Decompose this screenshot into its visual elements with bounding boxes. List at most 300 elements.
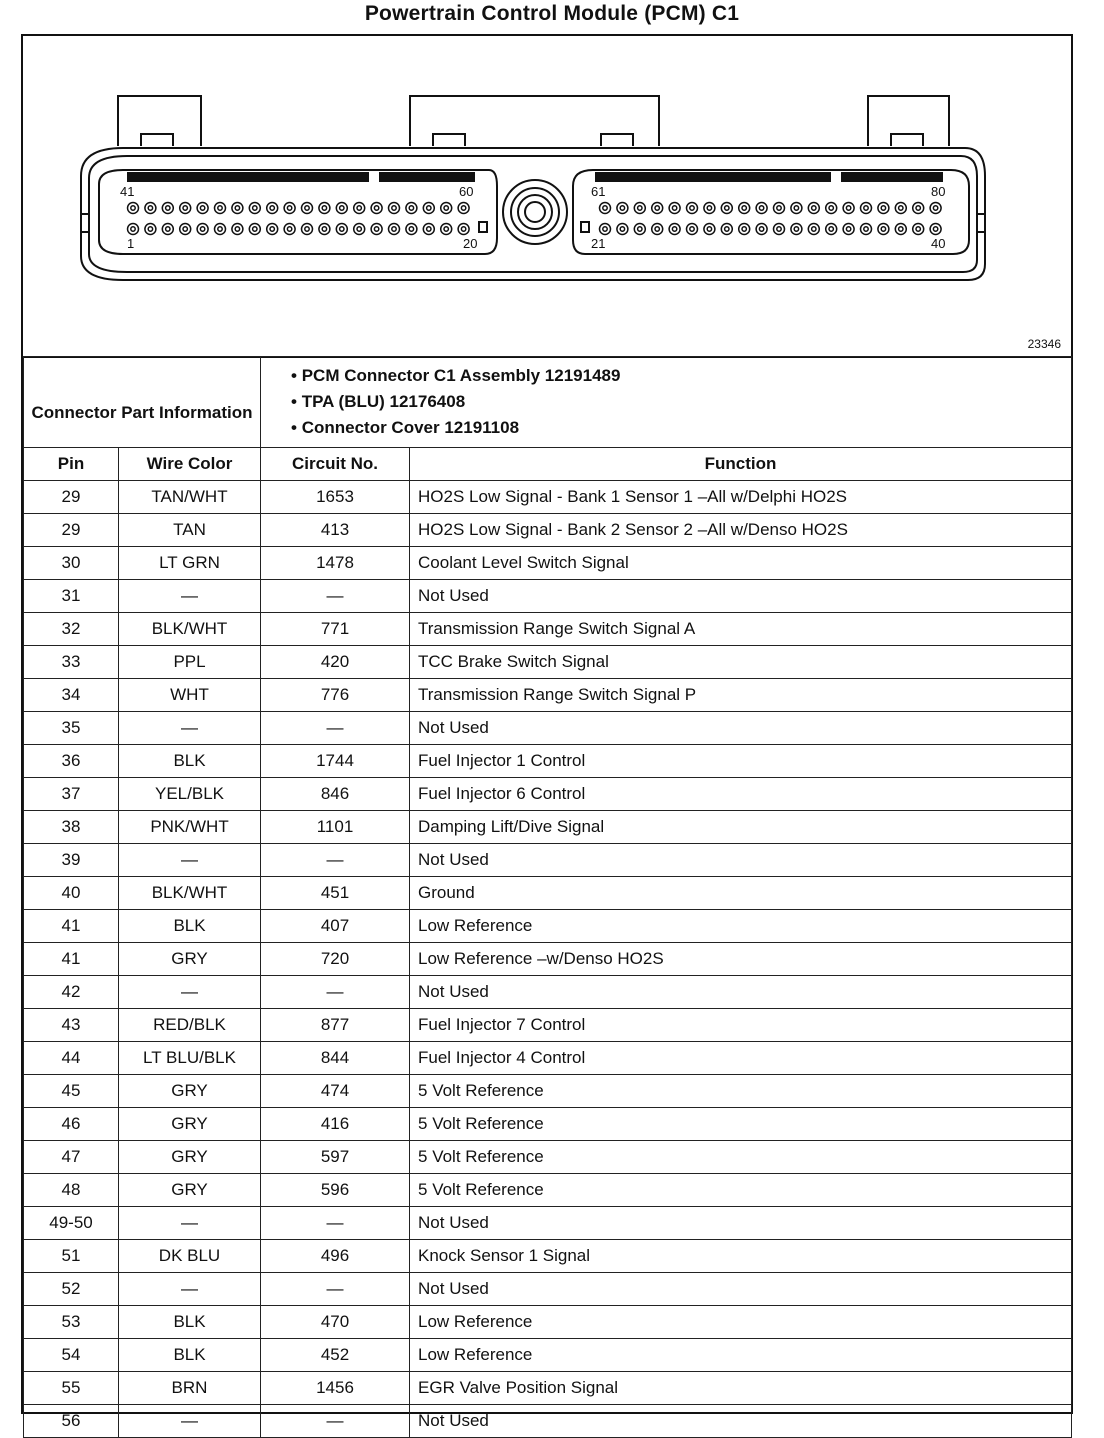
pin-hole (232, 203, 243, 214)
pin-hole-center (392, 206, 396, 210)
table-row (24, 910, 1072, 943)
pin-cell: 29 (24, 481, 119, 514)
pin-hole (302, 203, 313, 214)
wire-color-cell: TAN/WHT (119, 481, 261, 514)
pin-hole-center (444, 227, 448, 231)
pin-hole (808, 203, 819, 214)
table-row (24, 1174, 1072, 1207)
table-row (24, 877, 1072, 910)
pin-cell: 32 (24, 613, 119, 646)
pin-hole (739, 203, 750, 214)
pin-hole (458, 203, 469, 214)
pin-hole (617, 203, 628, 214)
pin-cell: 49-50 (24, 1207, 119, 1240)
pin-hole (774, 203, 785, 214)
pin-hole-center (392, 227, 396, 231)
pin-hole-center (166, 227, 170, 231)
pin-hole-center (322, 206, 326, 210)
pin-hole (774, 224, 785, 235)
pin-cell: 41 (24, 910, 119, 943)
table-row (24, 745, 1072, 778)
pin-hole (302, 224, 313, 235)
circuit-number-cell: 420 (261, 646, 410, 679)
pin-hole (406, 203, 417, 214)
pin-hole-center (881, 227, 885, 231)
pin-hole-center (357, 227, 361, 231)
pin-hole-center (131, 206, 135, 210)
pin-hole-center (427, 206, 431, 210)
pin-hole-center (374, 206, 378, 210)
table-row (24, 580, 1072, 613)
pin-hole-center (305, 227, 309, 231)
pin-hole-center (253, 206, 257, 210)
wire-color-cell: — (119, 1273, 261, 1306)
pin-hole (878, 224, 889, 235)
pin-hole-center (131, 227, 135, 231)
pin-cell: 38 (24, 811, 119, 844)
pin-hole (721, 224, 732, 235)
pin-label-80: 80 (931, 184, 946, 199)
pin-hole (249, 203, 260, 214)
table-row (24, 646, 1072, 679)
circuit-number-cell: 452 (261, 1339, 410, 1372)
pin-hole-center (287, 227, 291, 231)
connector-part-info-label: Connector Part Information (24, 357, 261, 448)
pin-cell: 54 (24, 1339, 119, 1372)
pin-hole (669, 224, 680, 235)
table-row (24, 712, 1072, 745)
pin-hole (215, 224, 226, 235)
pin-cell: 39 (24, 844, 119, 877)
pin-hole-center (340, 206, 344, 210)
function-cell: Fuel Injector 6 Control (410, 778, 1072, 811)
wire-color-cell: DK BLU (119, 1240, 261, 1273)
circuit-number-cell: 771 (261, 613, 410, 646)
table-row (24, 778, 1072, 811)
table-row (24, 1207, 1072, 1240)
pin-cell: 48 (24, 1174, 119, 1207)
pin-hole-center (812, 206, 816, 210)
connector-diagram (23, 36, 1071, 356)
pin-hole (687, 224, 698, 235)
circuit-number-cell: 451 (261, 877, 410, 910)
function-cell: Coolant Level Switch Signal (410, 547, 1072, 580)
circuit-number-cell: 416 (261, 1108, 410, 1141)
pin-hole (319, 203, 330, 214)
wire-color-cell: PPL (119, 646, 261, 679)
pin-hole-center (759, 206, 763, 210)
pin-hole (441, 224, 452, 235)
pin-hole (267, 224, 278, 235)
table-row (24, 844, 1072, 877)
pin-cell: 31 (24, 580, 119, 613)
wire-color-cell: GRY (119, 1174, 261, 1207)
pin-hole (128, 203, 139, 214)
pin-hole (913, 224, 924, 235)
circuit-number-cell: — (261, 1207, 410, 1240)
pin-hole (371, 203, 382, 214)
pin-label-40: 40 (931, 236, 946, 251)
pin-hole (895, 203, 906, 214)
function-cell: Fuel Injector 4 Control (410, 1042, 1072, 1075)
pin-hole-center (933, 227, 937, 231)
table-row (24, 1240, 1072, 1273)
circuit-number-cell: — (261, 844, 410, 877)
circuit-number-cell: 776 (261, 679, 410, 712)
connector-info-row (24, 357, 1072, 448)
function-cell: Not Used (410, 1207, 1072, 1240)
wire-color-cell: YEL/BLK (119, 778, 261, 811)
pin-hole-center (777, 227, 781, 231)
wire-color-cell: BLK (119, 910, 261, 943)
table-row (24, 1273, 1072, 1306)
pin-hole-center (270, 206, 274, 210)
pin-cell: 37 (24, 778, 119, 811)
wire-color-cell: BLK (119, 745, 261, 778)
pin-hole-center (638, 206, 642, 210)
pin-hole-center (603, 206, 607, 210)
function-cell: Fuel Injector 1 Control (410, 745, 1072, 778)
circuit-number-cell: 1478 (261, 547, 410, 580)
pin-hole-center (690, 206, 694, 210)
connector-part-item: • Connector Cover 12191108 (291, 418, 520, 437)
pin-hole-center (620, 206, 624, 210)
page-title: Powertrain Control Module (PCM) C1 (364, 2, 740, 25)
pin-hole (600, 224, 611, 235)
document-frame (21, 34, 1073, 1430)
circuit-number-cell: 1456 (261, 1372, 410, 1405)
circuit-number-cell: — (261, 1405, 410, 1438)
connector-diagram-area (23, 36, 1071, 358)
pin-hole (652, 224, 663, 235)
pin-hole-center (620, 227, 624, 231)
pin-hole (319, 224, 330, 235)
table-row (24, 1042, 1072, 1075)
pin-hole (756, 203, 767, 214)
pin-hole (721, 203, 732, 214)
wire-color-cell: GRY (119, 1108, 261, 1141)
pin-hole-center (672, 227, 676, 231)
pin-hole (371, 224, 382, 235)
circuit-number-cell: 1653 (261, 481, 410, 514)
circuit-number-cell: 407 (261, 910, 410, 943)
circuit-number-cell: 1744 (261, 745, 410, 778)
pin-hole (162, 224, 173, 235)
pin-hole (128, 224, 139, 235)
function-cell: 5 Volt Reference (410, 1108, 1072, 1141)
pin-hole-center (899, 227, 903, 231)
pin-hole (458, 224, 469, 235)
pin-hole-center (864, 206, 868, 210)
function-cell: 5 Volt Reference (410, 1174, 1072, 1207)
circuit-number-cell: 846 (261, 778, 410, 811)
pin-table (23, 356, 1072, 1438)
pin-hole-center (933, 206, 937, 210)
pin-hole-center (672, 206, 676, 210)
table-row (24, 1141, 1072, 1174)
connector-part-item: • PCM Connector C1 Assembly 12191489 (291, 366, 621, 385)
function-cell: Not Used (410, 580, 1072, 613)
function-cell: Transmission Range Switch Signal P (410, 679, 1072, 712)
wire-color-cell: GRY (119, 943, 261, 976)
pin-hole (197, 224, 208, 235)
pin-hole-center (655, 206, 659, 210)
pin-hole (652, 203, 663, 214)
pin-hole-center (638, 227, 642, 231)
pin-cell: 35 (24, 712, 119, 745)
pin-cell: 52 (24, 1273, 119, 1306)
pin-hole (634, 224, 645, 235)
pin-hole-center (690, 227, 694, 231)
pin-cell: 29 (24, 514, 119, 547)
pin-label-21: 21 (591, 236, 606, 251)
pin-hole-center (829, 227, 833, 231)
function-cell: HO2S Low Signal - Bank 1 Sensor 1 –All w/Delphi HO2S (410, 481, 1072, 514)
table-row (24, 547, 1072, 580)
pin-hole (913, 203, 924, 214)
pin-hole-center (759, 227, 763, 231)
pin-hole (826, 224, 837, 235)
pin-cell: 43 (24, 1009, 119, 1042)
pin-hole-center (461, 206, 465, 210)
table-row (24, 514, 1072, 547)
pin-hole (354, 224, 365, 235)
circuit-number-cell: — (261, 976, 410, 1009)
circuit-number-cell: 877 (261, 1009, 410, 1042)
wire-color-cell: — (119, 1405, 261, 1438)
pin-hole (215, 203, 226, 214)
wire-color-cell: WHT (119, 679, 261, 712)
pin-label-1: 1 (127, 236, 135, 251)
pin-cell: 36 (24, 745, 119, 778)
pin-hole (687, 203, 698, 214)
table-row (24, 943, 1072, 976)
pin-hole-center (655, 227, 659, 231)
pin-hole-center (357, 206, 361, 210)
function-cell: Not Used (410, 712, 1072, 745)
circuit-number-cell: 844 (261, 1042, 410, 1075)
pin-hole-center (183, 206, 187, 210)
wire-color-cell: LT GRN (119, 547, 261, 580)
pin-hole (249, 224, 260, 235)
circuit-number-cell: 496 (261, 1240, 410, 1273)
pin-hole-center (409, 206, 413, 210)
function-cell: HO2S Low Signal - Bank 2 Sensor 2 –All w/Denso HO2S (410, 514, 1072, 547)
pin-hole-center (340, 227, 344, 231)
pin-hole (145, 203, 156, 214)
pin-hole (180, 224, 191, 235)
function-cell: Transmission Range Switch Signal A (410, 613, 1072, 646)
pin-hole-center (235, 227, 239, 231)
pin-hole-center (742, 227, 746, 231)
function-cell: Low Reference –w/Denso HO2S (410, 943, 1072, 976)
table-row (24, 1405, 1072, 1438)
pin-hole (878, 203, 889, 214)
column-header-wire-color: Wire Color (119, 448, 261, 481)
circuit-number-cell: 413 (261, 514, 410, 547)
function-cell: Not Used (410, 1405, 1072, 1438)
table-row (24, 1108, 1072, 1141)
pin-hole (180, 203, 191, 214)
wire-color-cell: GRY (119, 1075, 261, 1108)
function-cell: 5 Volt Reference (410, 1141, 1072, 1174)
pin-hole-center (794, 206, 798, 210)
pin-cell: 47 (24, 1141, 119, 1174)
pin-hole-center (829, 206, 833, 210)
pin-hole (861, 224, 872, 235)
function-cell: Not Used (410, 1273, 1072, 1306)
column-header-pin: Pin (24, 448, 119, 481)
wire-color-cell: TAN (119, 514, 261, 547)
column-header-function: Function (410, 448, 1072, 481)
pin-hole (617, 224, 628, 235)
pin-hole (336, 224, 347, 235)
pin-hole (162, 203, 173, 214)
pin-cell: 44 (24, 1042, 119, 1075)
pin-hole (423, 224, 434, 235)
function-cell: Ground (410, 877, 1072, 910)
pin-hole (791, 224, 802, 235)
pin-cell: 56 (24, 1405, 119, 1438)
pin-hole (704, 224, 715, 235)
pin-hole (441, 203, 452, 214)
pin-hole-center (270, 227, 274, 231)
pin-hole-center (218, 206, 222, 210)
pin-hole-center (461, 227, 465, 231)
pin-hole-center (444, 206, 448, 210)
pin-hole-center (742, 206, 746, 210)
pin-hole-center (166, 206, 170, 210)
table-row (24, 1372, 1072, 1405)
pin-hole (930, 224, 941, 235)
table-row (24, 976, 1072, 1009)
pin-hole-center (777, 206, 781, 210)
column-header-circuit-no: Circuit No. (261, 448, 410, 481)
pin-hole-center (707, 227, 711, 231)
function-cell: Low Reference (410, 1306, 1072, 1339)
pin-hole (843, 203, 854, 214)
wire-color-cell: BLK/WHT (119, 613, 261, 646)
wire-color-cell: PNK/WHT (119, 811, 261, 844)
pin-label-61: 61 (591, 184, 606, 199)
pin-label-60: 60 (459, 184, 474, 199)
pin-hole (389, 224, 400, 235)
pin-hole (406, 224, 417, 235)
circuit-number-cell: 597 (261, 1141, 410, 1174)
function-cell: Low Reference (410, 1339, 1072, 1372)
pin-hole-center (200, 227, 204, 231)
pin-hole-center (322, 227, 326, 231)
pin-hole-center (846, 227, 850, 231)
pin-hole-center (707, 206, 711, 210)
function-cell: 5 Volt Reference (410, 1075, 1072, 1108)
wire-color-cell: — (119, 976, 261, 1009)
pin-hole-center (916, 227, 920, 231)
pin-hole-center (725, 227, 729, 231)
pin-cell: 42 (24, 976, 119, 1009)
wire-color-cell: BLK (119, 1339, 261, 1372)
pin-label-20: 20 (463, 236, 478, 251)
wire-color-cell: BLK/WHT (119, 877, 261, 910)
pin-hole (354, 203, 365, 214)
pin-hole (232, 224, 243, 235)
table-row (24, 1306, 1072, 1339)
wire-color-cell: LT BLU/BLK (119, 1042, 261, 1075)
pin-hole (669, 203, 680, 214)
function-cell: EGR Valve Position Signal (410, 1372, 1072, 1405)
pin-hole-center (183, 227, 187, 231)
circuit-number-cell: 596 (261, 1174, 410, 1207)
pin-hole-center (427, 227, 431, 231)
function-cell: Damping Lift/Dive Signal (410, 811, 1072, 844)
pin-cell: 41 (24, 943, 119, 976)
connector-part-item: • TPA (BLU) 12176408 (291, 392, 466, 411)
pin-hole (756, 224, 767, 235)
table-row (24, 481, 1072, 514)
circuit-number-cell: — (261, 580, 410, 613)
pin-hole (861, 203, 872, 214)
pin-cell: 55 (24, 1372, 119, 1405)
pin-hole (930, 203, 941, 214)
function-cell: Low Reference (410, 910, 1072, 943)
table-row (24, 811, 1072, 844)
wire-color-cell: GRY (119, 1141, 261, 1174)
circuit-number-cell: 1101 (261, 811, 410, 844)
pin-hole (843, 224, 854, 235)
pin-hole-center (235, 206, 239, 210)
function-cell: Fuel Injector 7 Control (410, 1009, 1072, 1042)
wire-color-cell: — (119, 844, 261, 877)
pin-hole (808, 224, 819, 235)
pin-hole (791, 203, 802, 214)
table-row (24, 1009, 1072, 1042)
circuit-number-cell: 470 (261, 1306, 410, 1339)
pin-hole (895, 224, 906, 235)
circuit-number-cell: 720 (261, 943, 410, 976)
pin-cell: 40 (24, 877, 119, 910)
pin-hole-center (881, 206, 885, 210)
table-row (24, 1339, 1072, 1372)
table-header-row (24, 448, 1072, 481)
pin-cell: 34 (24, 679, 119, 712)
function-cell: TCC Brake Switch Signal (410, 646, 1072, 679)
pin-hole-center (864, 227, 868, 231)
pin-hole (336, 203, 347, 214)
pin-hole-center (200, 206, 204, 210)
circuit-number-cell: — (261, 1273, 410, 1306)
pin-hole-center (812, 227, 816, 231)
pin-hole-center (218, 227, 222, 231)
pin-hole (600, 203, 611, 214)
pin-hole-center (846, 206, 850, 210)
function-cell: Not Used (410, 976, 1072, 1009)
pin-cell: 30 (24, 547, 119, 580)
table-row (24, 1075, 1072, 1108)
pin-hole-center (725, 206, 729, 210)
pin-hole-center (374, 227, 378, 231)
pin-hole (267, 203, 278, 214)
pin-hole (284, 203, 295, 214)
pin-hole-center (899, 206, 903, 210)
pin-cell: 53 (24, 1306, 119, 1339)
wire-color-cell: — (119, 580, 261, 613)
wire-color-cell: BLK (119, 1306, 261, 1339)
connector-part-info-list (261, 357, 1072, 448)
pin-hole-center (603, 227, 607, 231)
pin-hole-center (253, 227, 257, 231)
pin-cell: 51 (24, 1240, 119, 1273)
wire-color-cell: — (119, 712, 261, 745)
